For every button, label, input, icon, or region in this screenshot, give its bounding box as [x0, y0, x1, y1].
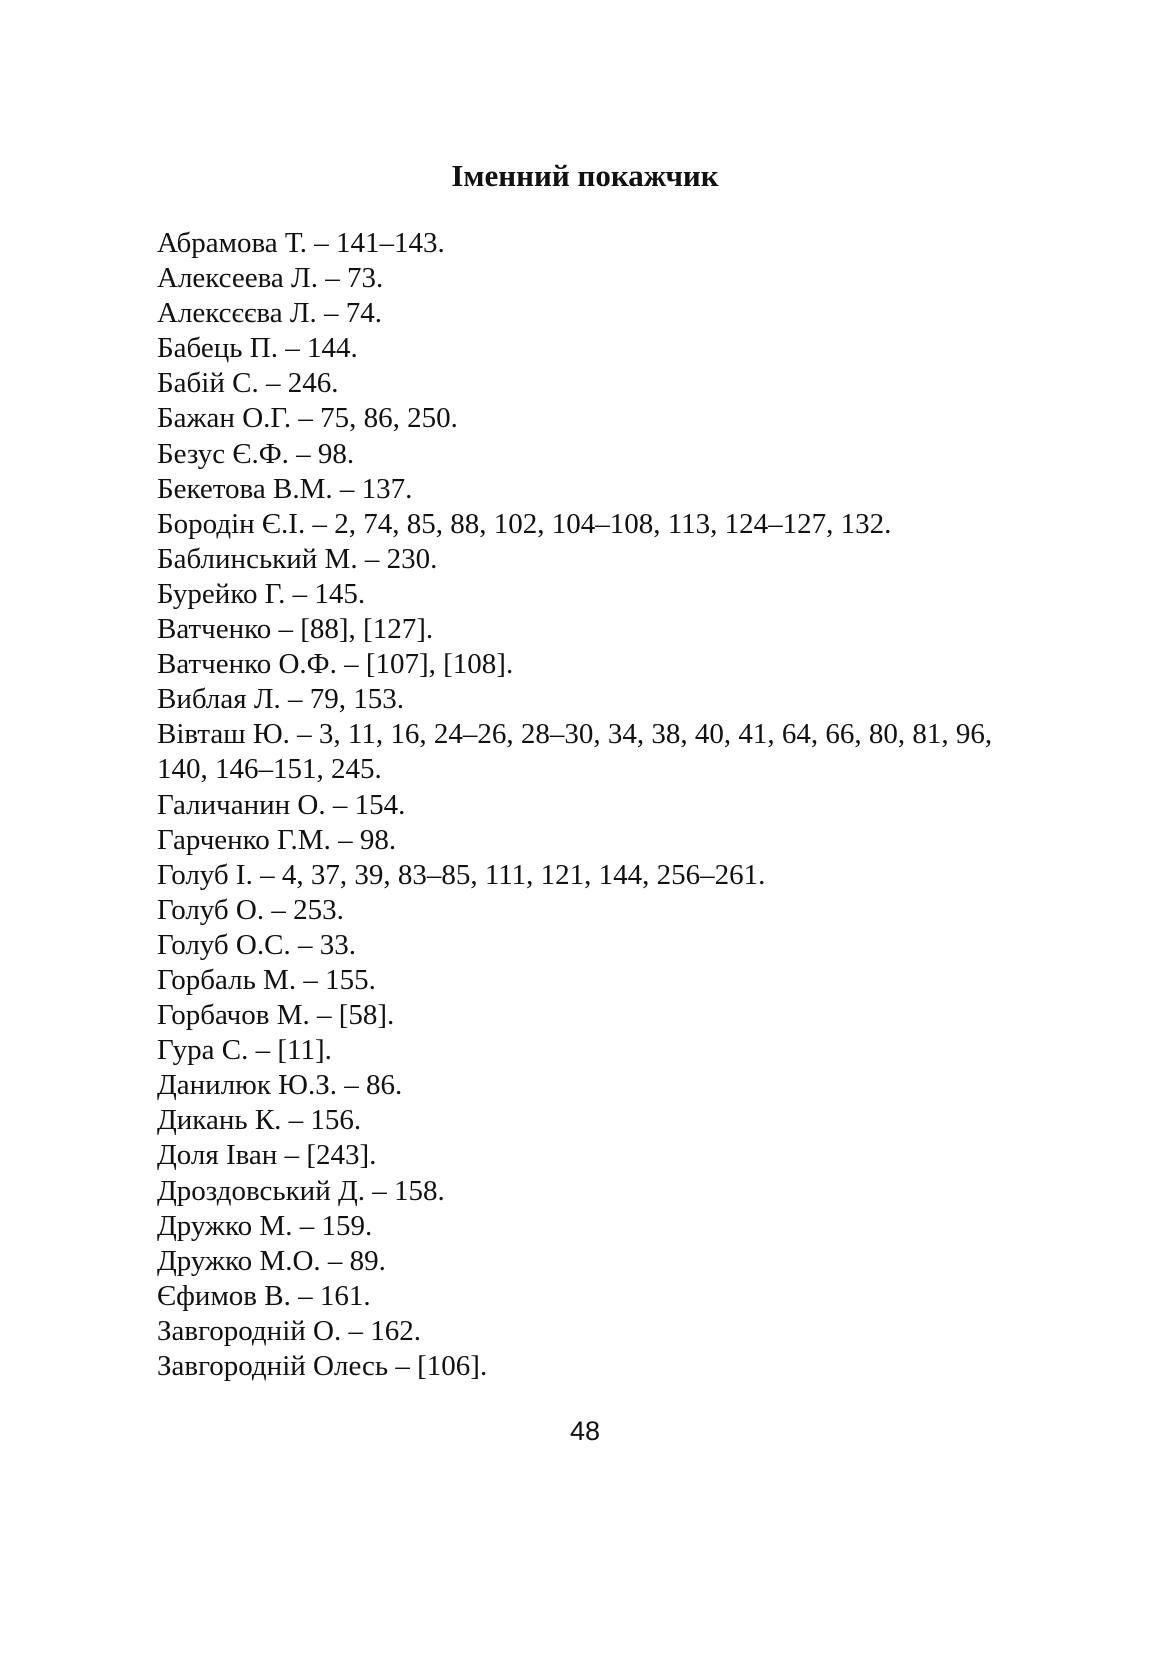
index-entry: Данилюк Ю.З. – 86. — [157, 1069, 403, 1102]
index-entry: Дружко М.О. – 89. — [157, 1244, 386, 1277]
index-entry: Бородін Є.І. – 2, 74, 85, 88, 102, 104–108, 113, 124–127, 132. — [157, 507, 892, 540]
index-entry: Завгородній О. – 162. — [157, 1314, 421, 1347]
page-title: Іменний покажчик — [451, 158, 719, 193]
index-entry: Виблая Л. – 79, 153. — [157, 683, 404, 716]
index-entry: Безус Є.Ф. – 98. — [157, 437, 355, 470]
index-entry: Завгородній Олесь – [106]. — [157, 1350, 488, 1382]
index-entry: Галичанин О. – 154. — [157, 788, 406, 821]
index-entry: Дружко М. – 159. — [157, 1209, 373, 1242]
index-entry: Алексєєва Л. – 74. — [157, 297, 383, 330]
name-index-list — [157, 226, 1037, 1384]
index-entry: Голуб І. – 4, 37, 39, 83–85, 111, 121, 144, 256–261. — [157, 858, 766, 891]
index-entry: Горбачов М. – [58]. — [157, 999, 395, 1032]
index-entry: Горбаль М. – 155. — [157, 963, 376, 996]
index-entry: Бурейко Г. – 145. — [157, 577, 366, 610]
index-entry: Доля Іван – [243]. — [157, 1139, 377, 1172]
index-entry: Ватченко О.Ф. – [107], [108]. — [157, 648, 514, 681]
index-entry: Бажан О.Г. – 75, 86, 250. — [157, 402, 458, 435]
index-entry: Дроздовський Д. – 158. — [157, 1174, 445, 1207]
index-entry: Ватченко – [88], [127]. — [157, 613, 434, 646]
index-entry: Бабій С. – 246. — [157, 367, 339, 400]
index-entry: Баблинський М. – 230. — [157, 542, 438, 575]
index-entry: Алексеева Л. – 73. — [157, 262, 384, 295]
index-entry: Абрамова Т. – 141–143. — [157, 227, 445, 259]
index-entry: Голуб О.С. – 33. — [157, 928, 356, 961]
index-entry: Єфимов В. – 161. — [157, 1279, 371, 1312]
index-entry: Вівташ Ю. – 3, 11, 16, 24–26, 28–30, 34, 38, 40, 41, 64, 66, 80, 81, 96, 140, 146–151, 245. — [157, 718, 993, 786]
index-entry: Дикань К. – 156. — [157, 1104, 362, 1137]
index-entry: Гарченко Г.М. – 98. — [157, 823, 397, 856]
page-number: 48 — [569, 1416, 601, 1446]
index-entry: Гура С. – [11]. — [157, 1034, 332, 1067]
index-entry: Бабець П. – 144. — [157, 332, 358, 365]
index-entry: Бекетова В.М. – 137. — [157, 472, 413, 505]
index-entry: Голуб О. – 253. — [157, 893, 344, 926]
